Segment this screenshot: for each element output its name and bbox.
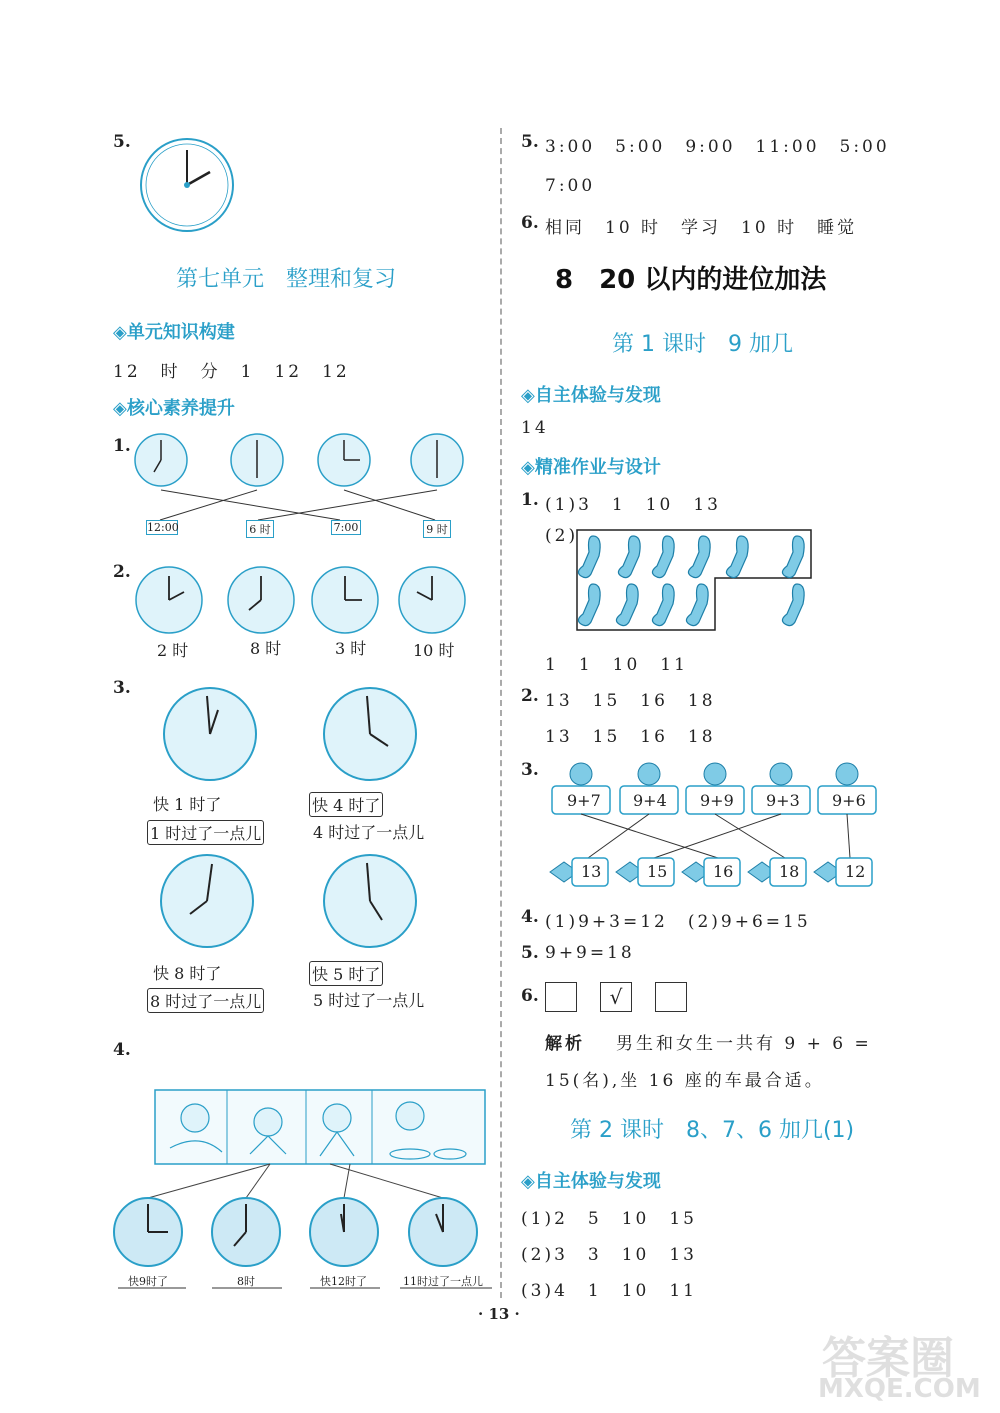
q4-label: 4. xyxy=(113,1040,131,1060)
q3-item2-a: 快 4 时了 xyxy=(309,792,383,817)
hw3-fish-2: 15 xyxy=(647,862,668,881)
option-box-1[interactable] xyxy=(545,982,577,1012)
hw1-part2: (2) xyxy=(545,526,579,546)
q1-box-2: 6 时 xyxy=(246,520,274,538)
q3-item2-b: 4 时过了一点儿 xyxy=(313,823,425,842)
q6-label-right: 6. xyxy=(521,213,539,233)
option-box-3[interactable] xyxy=(655,982,687,1012)
q3-item4-a: 快 5 时了 xyxy=(309,961,383,986)
option-box-2-checked[interactable]: √ xyxy=(600,982,632,1012)
hw2-line2: 13 15 16 18 xyxy=(545,727,716,747)
ex2-line1: (1)2 5 10 15 xyxy=(521,1209,697,1229)
q3-item4-b: 5 时过了一点儿 xyxy=(313,991,425,1010)
hw3-expr-4: 9+3 xyxy=(766,791,800,810)
hw1-label: 1. xyxy=(521,490,539,510)
q4-figure xyxy=(110,1088,495,1293)
q4-caption-3: 快12时了 xyxy=(320,1275,367,1288)
q1-box-1: 12:00 xyxy=(147,521,179,534)
q3-item1-a: 快 1 时了 xyxy=(153,795,222,814)
ex2-line3: (3)4 1 10 11 xyxy=(521,1281,697,1301)
hw4-label: 4. xyxy=(521,907,539,927)
hw3-expr-5: 9+6 xyxy=(832,791,866,810)
hw2-line1: 13 15 16 18 xyxy=(545,691,716,711)
hw2-label: 2. xyxy=(521,686,539,706)
q5-label-left: 5. xyxy=(113,132,131,152)
hw3-expr-1: 9+7 xyxy=(567,791,601,810)
hw3-expr-3: 9+9 xyxy=(700,791,734,810)
q3-label: 3. xyxy=(113,678,131,698)
q2-caption-3: 3 时 xyxy=(335,639,367,658)
q1-box-3: 7:00 xyxy=(331,520,361,535)
q6-text: 相同 10 时 学习 10 时 睡觉 xyxy=(545,218,858,238)
hw3-fish-5: 12 xyxy=(845,862,866,881)
q2-caption-1: 2 时 xyxy=(157,641,189,660)
watermark-logo: 答案圈 xyxy=(822,1333,954,1384)
hw1-line3: 1 1 10 11 xyxy=(545,655,688,675)
section-explore: ◈自主体验与发现 xyxy=(521,385,661,406)
q4-caption-1: 快9时了 xyxy=(128,1275,168,1288)
q5-line1: 3:00 5:00 9:00 11:00 5:00 xyxy=(545,137,890,157)
section-build: ◈单元知识构建 xyxy=(113,322,235,343)
page-number: · 13 · xyxy=(478,1305,520,1323)
explore-answer: 14 xyxy=(521,418,549,438)
hw3-expr-2: 9+4 xyxy=(633,791,667,810)
clock-icon xyxy=(138,136,236,234)
analysis-label: 解析 xyxy=(545,1034,585,1054)
lesson2-title: 第 2 课时 8、7、6 加几(1) xyxy=(570,1118,855,1143)
q5-label-right: 5. xyxy=(521,132,539,152)
hw5-text: 9+9=18 xyxy=(545,943,635,963)
q1-box-4: 9 时 xyxy=(423,520,451,538)
hw1-line1: (1)3 1 10 13 xyxy=(545,495,721,515)
q2-caption-2: 8 时 xyxy=(250,639,282,658)
hw3-fish-4: 18 xyxy=(779,862,800,881)
hw3-fish-3: 16 xyxy=(713,862,734,881)
hw6-label: 6. xyxy=(521,986,539,1006)
column-divider xyxy=(500,128,502,1298)
build-answer: 12 时 分 1 12 12 xyxy=(113,362,350,382)
ex2-line2: (2)3 3 10 13 xyxy=(521,1245,697,1265)
chapter-title: 8 20 以内的进位加法 xyxy=(555,265,827,295)
q3-item3-b: 8 时过了一点儿 xyxy=(147,988,264,1013)
section-core: ◈核心素养提升 xyxy=(113,398,235,419)
spoons-figure xyxy=(575,528,815,634)
watermark-site: MXQE.COM xyxy=(818,1374,981,1404)
analysis-line1: 男生和女生一共有 9 + 6 = xyxy=(616,1034,872,1054)
unit-title: 第七单元 整理和复习 xyxy=(176,267,397,292)
q4-caption-2: 8时 xyxy=(237,1275,255,1288)
hw3-label: 3. xyxy=(521,760,539,780)
lesson1-title: 第 1 课时 9 加几 xyxy=(612,332,793,357)
hw5-label: 5. xyxy=(521,943,539,963)
q2-label: 2. xyxy=(113,562,131,582)
hw3-fish-1: 13 xyxy=(581,862,602,881)
q3-item3-a: 快 8 时了 xyxy=(153,964,222,983)
q2-clocks xyxy=(132,564,472,636)
section-homework: ◈精准作业与设计 xyxy=(521,457,661,478)
q4-caption-4: 11时过了一点儿 xyxy=(403,1275,483,1288)
section-explore2: ◈自主体验与发现 xyxy=(521,1171,661,1192)
analysis-line2: 15(名),坐 16 座的车最合适。 xyxy=(545,1071,825,1091)
q5-line2: 7:00 xyxy=(545,176,596,196)
hw4-text: (1)9+3=12 (2)9+6=15 xyxy=(545,912,811,932)
q3-item1-b: 1 时过了一点儿 xyxy=(147,820,264,845)
q1-label: 1. xyxy=(113,436,131,456)
q2-caption-4: 10 时 xyxy=(413,641,455,660)
